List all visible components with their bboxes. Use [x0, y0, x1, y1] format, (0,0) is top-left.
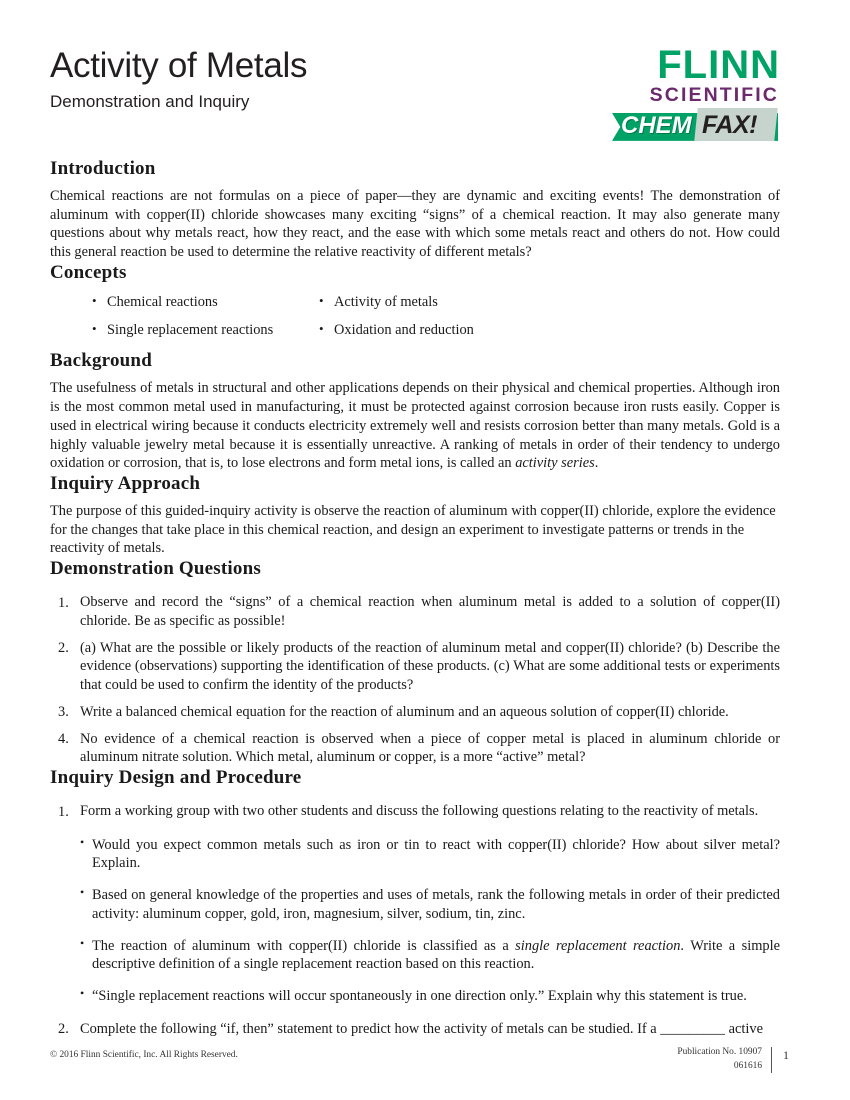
concepts-row	[90, 322, 780, 350]
background-text-main: The usefulness of metals in structural and other applications depends on their physical and chemical properties. Although iron is the most common metal used in manufacturing, it must be protected against corrosion because iron rusts easily. Copper is used in electrical wiring because it conducts electricity extremely well and resists corrosion better than many metals. Gold is a highly valuable jewelry metal because it is essentially unreactive. A ranking of metals in order of their tendency to undergo oxidation or corrosion, that is, to lose electrons and form metal ions, is called an	[50, 380, 780, 472]
list-item	[80, 873, 780, 923]
page-content	[50, 40, 780, 1038]
sub-item-text-tail: . Write a simple descriptive definition of a single replacement reaction based on this reaction.	[92, 937, 780, 973]
list-item: Complete the following “if, then” statement to predict how the activity of metals can be studied. If a _________ active	[80, 1020, 763, 1037]
heading-demonstration-questions: Demonstration Questions	[50, 558, 261, 580]
footer-copyright: © 2016 Flinn Scientific, Inc. All Rights Reserved.	[50, 1050, 238, 1060]
inquiry-design-list-continued	[50, 1006, 780, 1039]
publication-info	[677, 1046, 771, 1073]
heading-background: Background	[50, 350, 152, 372]
list-item: Form a working group with two other students and discuss the following questions relating to the reactivity of metals.	[80, 802, 759, 819]
heading-concepts: Concepts	[50, 261, 127, 283]
list-item: (a) What are the possible or likely products of the reaction of aluminum metal and copper(II) chloride? (b) Describe the evidence (observations) supporting the identification of these products. (c) What are some additional tests or experiments that could be used to confirm the identity of the products?	[80, 639, 780, 694]
term-single-replacement-reaction: single replacement reaction	[515, 937, 681, 954]
inquiry-design-list	[50, 789, 780, 821]
chemfax-banner	[612, 110, 778, 144]
concepts-list	[50, 284, 780, 351]
banner-fax-text: FAX!	[702, 110, 757, 139]
page-title: Activity of Metals	[50, 46, 308, 85]
list-item: Write a balanced chemical equation for the reaction of aluminum and an aqueous solution of copper(II) chloride.	[80, 703, 729, 720]
publication-date: 061616	[733, 1060, 762, 1071]
concept-item: • Activity of metals	[317, 294, 544, 311]
inquiry-approach-body: The purpose of this guided-inquiry activity is observe the reaction of aluminum with copper(II) chloride, explore the evidence for the changes that take place in this chemical reaction, and design an experiment to investigate patterns or trends in the reactivity of metals.	[50, 503, 776, 557]
concepts-row	[90, 294, 780, 322]
list-item: No evidence of a chemical reaction is observed when a piece of copper metal is placed in aluminum chloride or aluminum nitrate solution. Which metal, aluminum or copper, is a more “active” metal?	[80, 730, 780, 766]
concept-item: • Chemical reactions	[90, 294, 317, 311]
list-item	[80, 974, 780, 1006]
heading-inquiry-design-procedure: Inquiry Design and Procedure	[50, 766, 302, 788]
list-item	[80, 924, 780, 974]
heading-inquiry-approach: Inquiry Approach	[50, 473, 201, 495]
sub-item-text: Would you expect common metals such as iron or tin to react with copper(II) chloride? How about silver metal? Explain.	[92, 836, 780, 872]
background-text-tail: .	[594, 455, 599, 472]
sub-item-text: “Single replacement reactions will occur spontaneously in one direction only.” Explain why this statement is true.	[92, 987, 747, 1004]
demonstration-questions-list	[50, 580, 780, 767]
logo-brand-text: FLINN	[657, 43, 780, 87]
logo-brand-sub-text: SCIENTIFIC	[649, 84, 779, 107]
banner-chem-text: CHEM	[621, 111, 692, 139]
heading-introduction: Introduction	[50, 158, 156, 179]
background-body	[50, 372, 780, 473]
background-term-activity-series: activity series	[515, 455, 595, 472]
page-number: 1	[783, 1048, 789, 1062]
flinn-scientific-logo	[612, 43, 780, 144]
inquiry-design-sublist	[80, 823, 780, 1006]
publication-number: Publication No. 10907	[677, 1047, 762, 1057]
sub-item-text: The reaction of aluminum with copper(II) chloride is classified as a	[92, 937, 516, 954]
document-header	[50, 40, 780, 158]
concept-item: • Oxidation and reduction	[317, 322, 544, 339]
list-item: Observe and record the “signs” of a chemical reaction when aluminum metal is added to a solution of copper(II) chloride. Be as specific as possible!	[80, 594, 780, 629]
inquiry-design-sublist-wrapper	[50, 821, 780, 1006]
list-item	[80, 823, 780, 873]
concept-item: • Single replacement reactions	[90, 322, 317, 339]
sub-item-text: Based on general knowledge of the properties and uses of metals, rank the following metals in order of their predicted activity: aluminum copper, gold, iron, magnesium, silver, sodium, tin, zinc.	[92, 887, 780, 922]
introduction-body: Chemical reactions are not formulas on a piece of paper—they are dynamic and exciting events! The demonstration of aluminum with copper(II) chloride showcases many exciting “signs” of a chemical reaction. It may also generate many questions about why metals react, how they react, and the ease with which some metals react and others do not. How could this general reaction be used to determine the relative reactivity of different metals?	[50, 188, 780, 261]
page-subtitle: Demonstration and Inquiry	[50, 92, 250, 111]
page-footer	[50, 1046, 800, 1086]
footer-publication-block	[677, 1046, 800, 1073]
